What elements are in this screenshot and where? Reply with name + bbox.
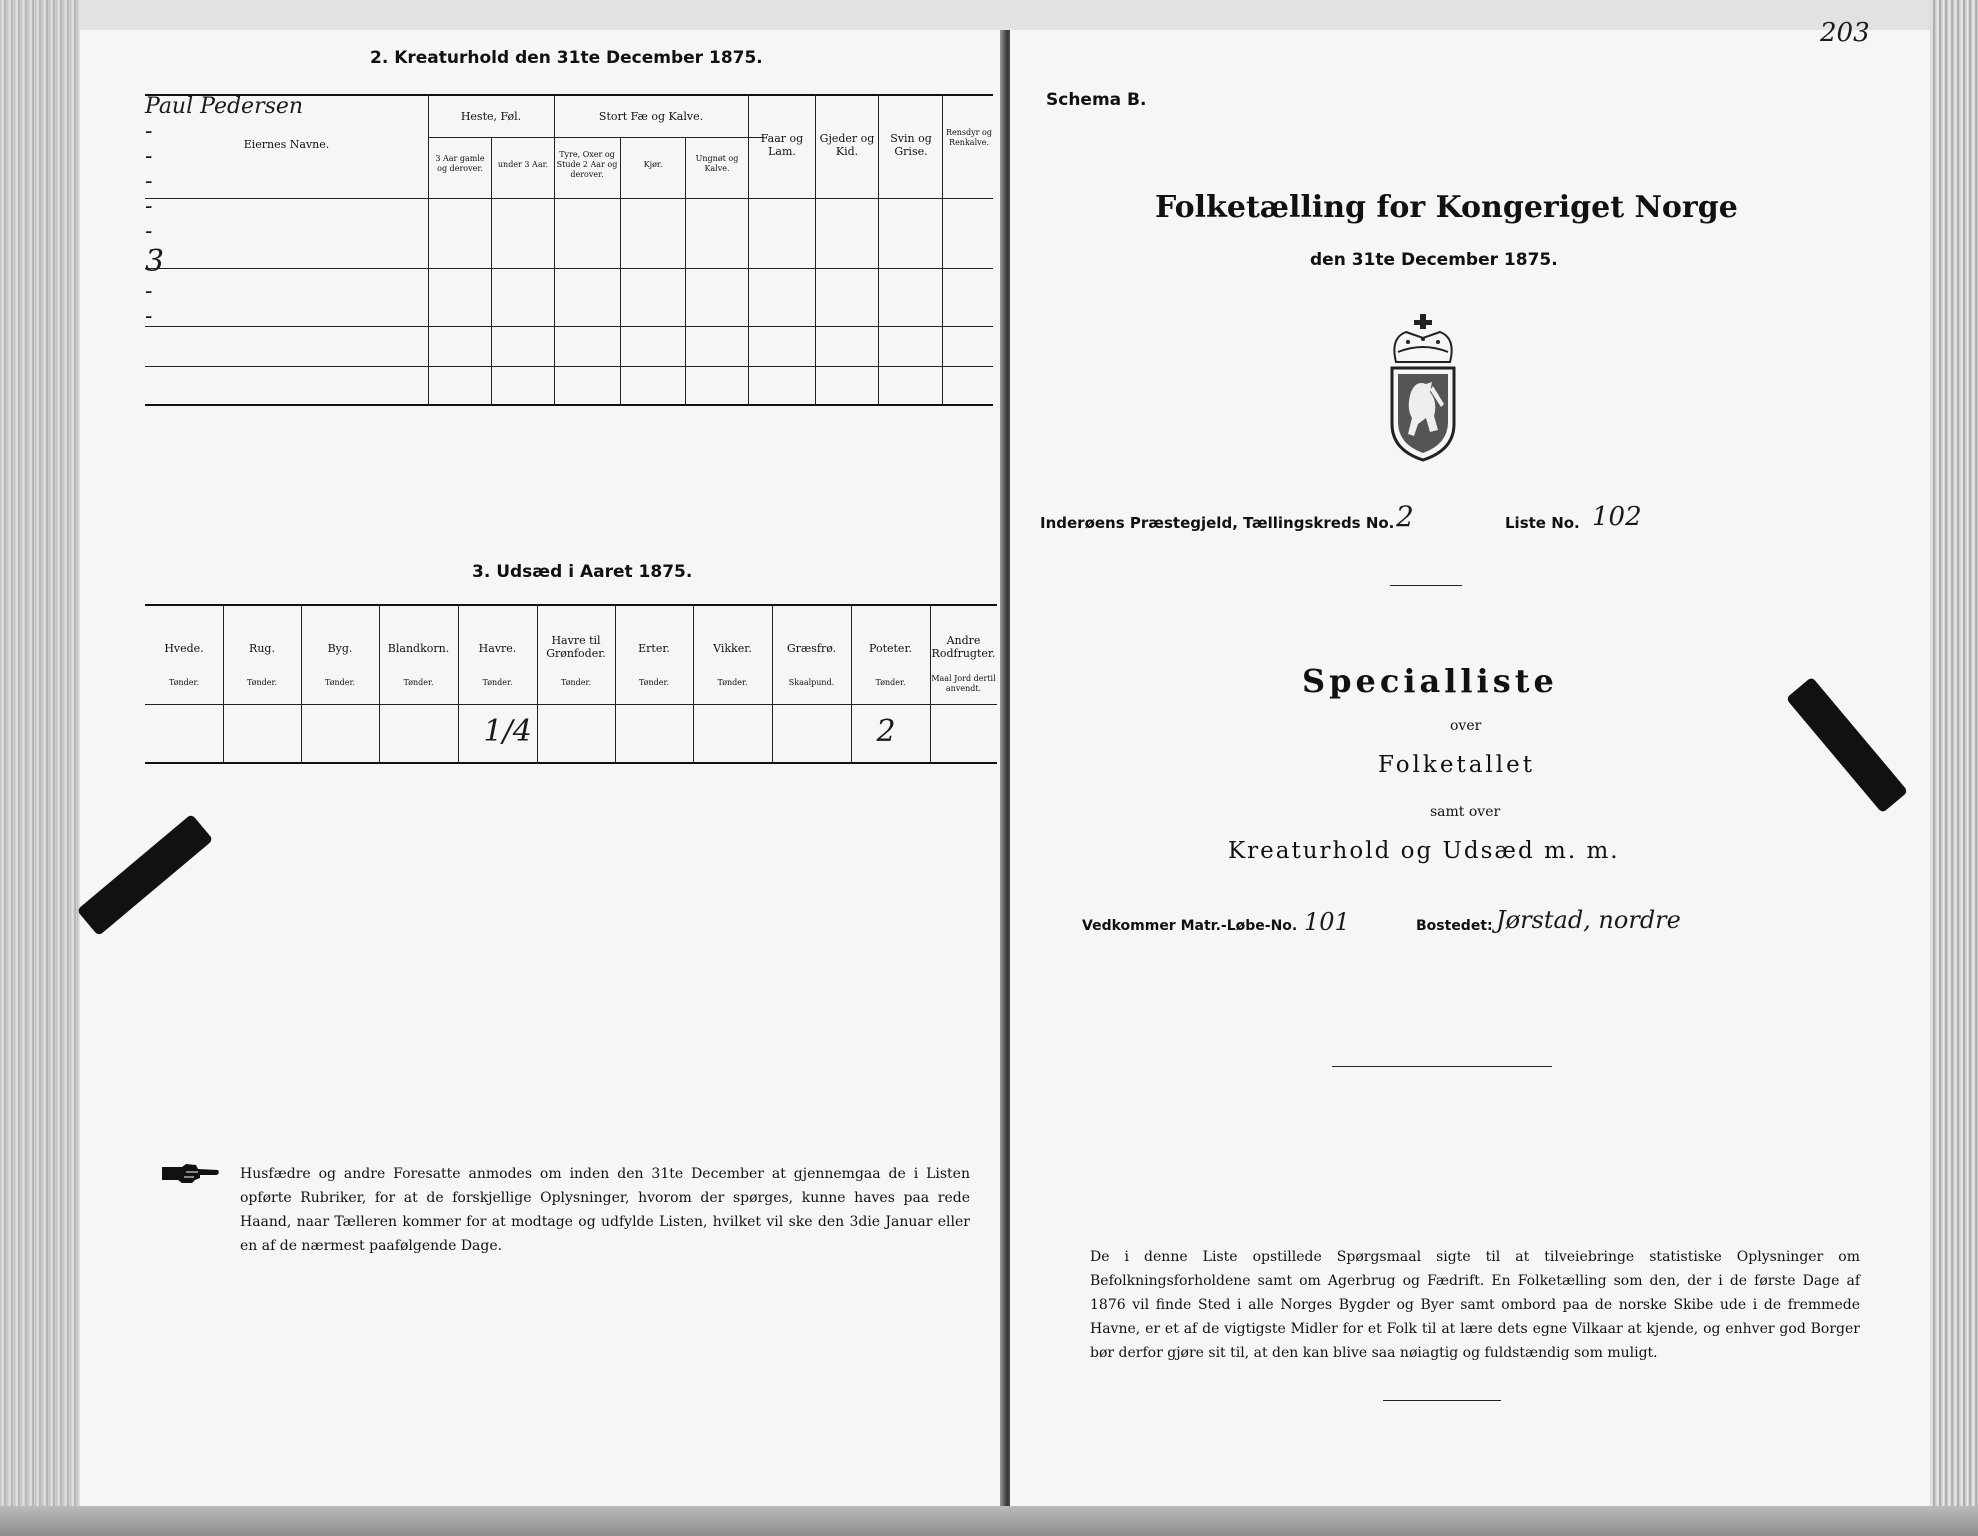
cell-faar: 3 <box>145 244 165 279</box>
cell-gjeder: - <box>145 279 153 304</box>
sowing-col-unit: Tønder. <box>638 678 670 687</box>
sowing-col-name: Hvede. <box>164 642 204 655</box>
bosted-label: Bostedet: <box>1416 918 1493 934</box>
matr-label: Vedkommer Matr.-Løbe-No. <box>1082 918 1298 934</box>
census-date: den 31te December 1875. <box>1310 250 1558 270</box>
sowing-col-name: Græsfrø. <box>786 642 837 655</box>
sowing-col-name: Byg. <box>327 642 353 655</box>
cell-stort-1: - <box>145 169 153 194</box>
sowing-col-unit: Maal Jord dertil anvendt. <box>931 674 996 693</box>
left-page-edges <box>0 0 80 1536</box>
header-owner: Eiernes Navne. <box>243 138 330 151</box>
over-label-1: over <box>1450 718 1482 734</box>
owner-name: Paul Pedersen <box>145 94 304 119</box>
header-gjeder: Gjeder og Kid. <box>819 132 875 158</box>
explanation-paragraph: De i denne Liste opstillede Spørgsmaal sigte til at tilveiebringe statistiske Oplysninger om Befolkningsforholdene samt om Agerbrug og Fædrift. En Folketælling som den, der i de første Dage af 1876 vil finde Sted i alle Norges Bygder og Byer samt ombord paa de norske Skibe ude i de fremmede Havne, er et af de vigtigste Midler for et Folk til at lære dets egne Vilkaar at kjende, og enhver god Borger bør derfor gjøre sit til, at den kan blive saa nøiagtig og fuldstændig som muligt. <box>1090 1249 1860 1361</box>
sowing-col-unit: Tønder. <box>403 678 434 687</box>
cell-heste-1: - <box>145 119 153 144</box>
divider-long <box>1332 1066 1552 1067</box>
cell-stort-3: - <box>145 219 153 244</box>
sowing-col-name: Havre til Grønfoder. <box>546 634 606 660</box>
sowing-col-name: Blandkorn. <box>387 642 450 655</box>
header-stort: Stort Fæ og Kalve. <box>598 110 704 123</box>
header-rensdyr: Rensdyr og Renkalve. <box>946 128 992 147</box>
sowing-col-name: Erter. <box>638 642 670 655</box>
cell-stort-2: - <box>145 194 153 219</box>
divider-short <box>1390 585 1462 586</box>
header-stort-sub1: Tyre, Oxer og Stude 2 Aar og derover. <box>556 150 618 179</box>
sowing-col-unit: Skaalpund. <box>788 678 835 687</box>
specialliste-title: Specialliste <box>1302 662 1558 700</box>
cell-heste-2: - <box>145 144 153 169</box>
page-number: 203 <box>1820 18 1870 48</box>
notice-text: Husfædre og andre Foresatte anmodes om inden den 31te December at gjennemgaa de i Listen opførte Rubriker, for at de forskjellige Oplysninger, hvorom der spørges, kunne haves paa rede Haand, naar Tælleren kommer for at modtage og udfylde Listen, hvilket vil ske den 3die Januar eller en af de nærmest paafølgende Dage. <box>240 1166 970 1254</box>
sowing-col-unit: Tønder. <box>246 678 278 687</box>
header-faar: Faar og Lam. <box>760 132 804 158</box>
divider-bottom <box>1383 1400 1501 1401</box>
header-svin: Svin og Grise. <box>890 132 932 158</box>
sowing-col-unit: Tønder. <box>875 678 906 687</box>
cell-svin: - <box>145 304 153 329</box>
district-label: Inderøens Præstegjeld, Tællingskreds No. <box>1040 514 1395 532</box>
sowing-col-name: Rug. <box>249 642 275 655</box>
section3-title: 3. Udsæd i Aaret 1875. <box>472 562 693 582</box>
right-page-edges <box>1930 0 1978 1536</box>
header-heste-sub2: under 3 Aar. <box>497 160 549 169</box>
header-stort-sub3: Ungnøt og Kalve. <box>695 154 739 173</box>
section2-title: 2. Kreaturhold den 31te December 1875. <box>370 48 763 68</box>
sowing-col-unit: Tønder. <box>168 678 200 687</box>
kreaturhold-title: Kreaturhold og Udsæd m. m. <box>1228 838 1620 864</box>
header-heste: Heste, Føl. <box>460 110 522 123</box>
census-title: Folketælling for Kongeriget Norge <box>1155 190 1738 225</box>
folketallet-title: Folketallet <box>1378 752 1535 778</box>
sowing-col-unit: Tønder. <box>560 678 592 687</box>
matr-number: 101 <box>1304 908 1350 936</box>
samt-over-label: samt over <box>1430 804 1501 820</box>
sowing-col-name: Havre. <box>478 642 517 655</box>
sowing-col-unit: Tønder. <box>482 678 513 687</box>
liste-number: 102 <box>1592 502 1642 532</box>
header-heste-sub1: 3 Aar gamle og derover. <box>435 154 485 173</box>
sowing-col-name: Vikker. <box>713 642 752 655</box>
book-bottom-edge <box>0 1506 1978 1536</box>
header-stort-sub2: Kjør. <box>643 160 663 169</box>
sowing-cell: 1/4 <box>483 714 532 749</box>
livestock-table <box>145 94 993 406</box>
bosted-value: Jørstad, nordre <box>1496 906 1681 934</box>
district-number: 2 <box>1396 500 1414 533</box>
sowing-cell: 2 <box>876 714 896 749</box>
sowing-col-name: Andre Rodfrugter. <box>931 634 996 660</box>
sowing-col-name: Poteter. <box>869 642 912 655</box>
norwegian-coat-of-arms-icon <box>1378 312 1468 462</box>
sowing-col-unit: Tønder. <box>324 678 356 687</box>
liste-label: Liste No. <box>1505 514 1580 532</box>
sowing-table <box>145 604 997 764</box>
schema-label: Schema B. <box>1046 90 1147 110</box>
pointing-hand-icon <box>160 1163 220 1185</box>
sowing-col-unit: Tønder. <box>717 678 748 687</box>
